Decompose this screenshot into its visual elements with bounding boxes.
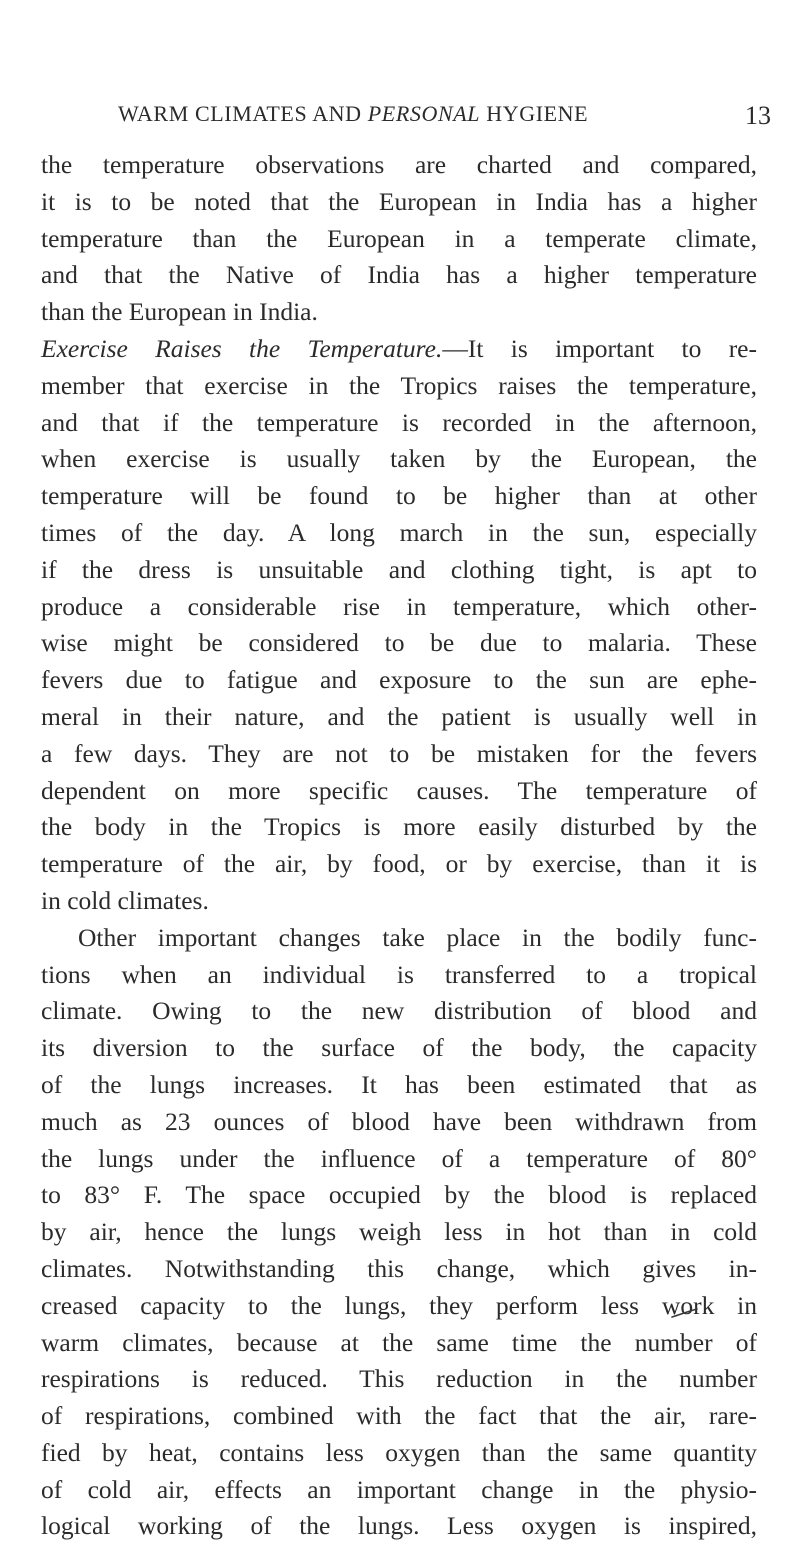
text-line: dependent on more specific causes. The temperature of <box>41 775 757 805</box>
text-line: a few days. They are not to be mistaken for the fevers <box>41 738 757 768</box>
text-line: times of the day. A long march in the sun, especially <box>41 517 757 547</box>
running-head-text-after: HYGIENE <box>480 101 589 126</box>
text-line: warm climates, because at the same time the number of <box>41 1327 757 1357</box>
text-line: and that if the temperature is recorded in the afternoon, <box>41 407 757 437</box>
section-heading: Exercise Raises the Temperature. <box>41 333 443 363</box>
text-line: creased capacity to the lungs, they perform less work in <box>41 1290 757 1320</box>
text-line: climate. Owing to the new distribution of blood and <box>41 996 757 1026</box>
text-line: when exercise is usually taken by the European, the <box>41 444 757 474</box>
text-line: its diversion to the surface of the body, the capacity <box>41 1033 757 1063</box>
text-line-with-heading <box>41 331 757 368</box>
text-line: if the dress is unsuitable and clothing tight, is apt to <box>41 554 757 584</box>
text-line: the lungs under the influence of a temperature of 80° <box>41 1143 757 1173</box>
text-line: the temperature observations are charted and compared, <box>41 150 757 179</box>
text-line: tions when an individual is transferred to a tropical <box>41 959 757 989</box>
text-line: and that the Native of India has a higher temperature <box>41 260 757 290</box>
running-head <box>118 101 598 127</box>
text-line: climates. Notwithstanding this change, which gives in- <box>41 1253 757 1283</box>
text-line: meral in their nature, and the patient is usually well in <box>41 701 757 731</box>
ink-mark <box>670 1306 700 1320</box>
running-head-text-before: WARM CLIMATES AND <box>118 101 368 126</box>
text-line: wise might be considered to be due to malaria. These <box>41 628 757 658</box>
text-line: the body in the Tropics is more easily disturbed by the <box>41 812 757 842</box>
text-line: temperature than the European in a temperate climate, <box>41 223 757 253</box>
text-line: it is to be noted that the European in India has a higher <box>41 186 757 216</box>
text-line: temperature will be found to be higher than at other <box>41 481 757 511</box>
text-line: logical working of the lungs. Less oxygen is inspired, <box>41 1511 757 1541</box>
text-line: Other important changes take place in the bodily func- <box>78 922 757 952</box>
text-line: of cold air, effects an important change in the physio- <box>41 1474 757 1504</box>
text-line: temperature of the air, by food, or by exercise, than it is <box>41 849 757 879</box>
running-head-text-italic: PERSONAL <box>367 101 481 126</box>
text-line: than the European in India. <box>41 297 318 327</box>
body-text <box>41 147 757 1545</box>
page-number: 13 <box>745 101 771 130</box>
section-heading-continuation: —It is important to re- <box>442 333 757 363</box>
text-line: member that exercise in the Tropics raises the temperature, <box>41 370 757 400</box>
text-line: of respirations, combined with the fact that the air, rare- <box>41 1401 757 1431</box>
text-line: respirations is reduced. This reduction in the number <box>41 1364 757 1394</box>
text-line: in cold climates. <box>41 885 209 915</box>
text-line: much as 23 ounces of blood have been withdrawn from <box>41 1106 757 1136</box>
text-line: to 83° F. The space occupied by the blood is replaced <box>41 1180 757 1210</box>
text-line: produce a considerable rise in temperature, which other- <box>41 591 757 621</box>
text-line: fevers due to fatigue and exposure to the sun are ephe- <box>41 665 757 695</box>
text-line: of the lungs increases. It has been estimated that as <box>41 1069 757 1099</box>
text-line: by air, hence the lungs weigh less in hot than in cold <box>41 1217 757 1247</box>
text-line: fied by heat, contains less oxygen than the same quantity <box>41 1437 757 1467</box>
